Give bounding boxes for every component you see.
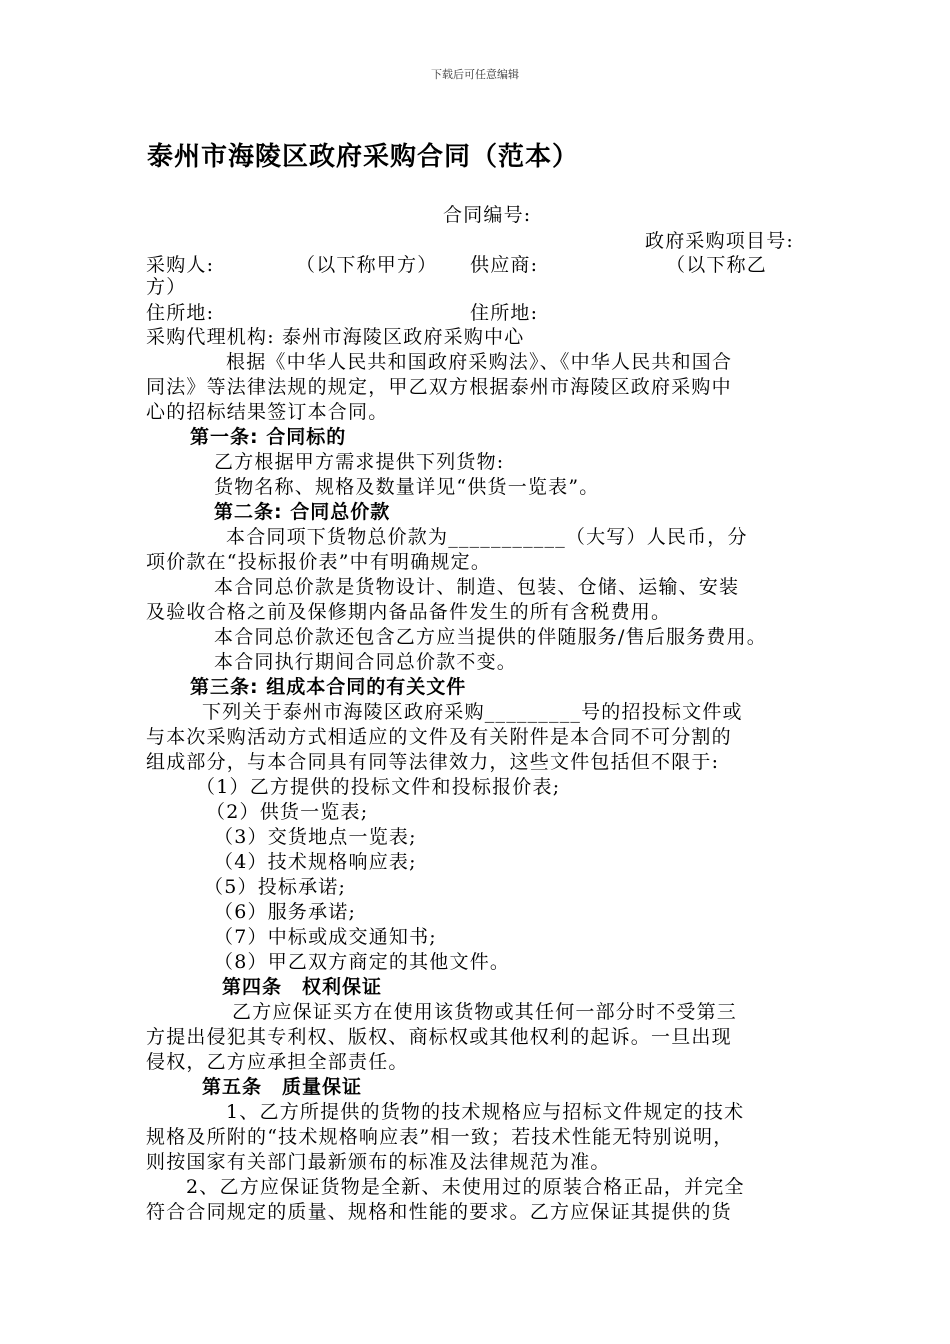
buyer-address-label: 住所地:: [146, 302, 215, 324]
article2-line: 项价款在“投标报价表”中有明确规定。: [146, 551, 492, 573]
article3-item: （6）服务承诺;: [214, 901, 357, 923]
article2-heading: 第二条: 合同总价款: [214, 501, 391, 523]
article5-line: 符合合同规定的质量、规格和性能的要求。乙方应保证其提供的货: [146, 1201, 732, 1223]
agency-line: 采购代理机构: 泰州市海陵区政府采购中心: [146, 326, 525, 348]
supplier-label: 供应商:: [470, 254, 539, 276]
article3-item: （3）交货地点一览表;: [214, 826, 417, 848]
intro-line: 心的招标结果签订本合同。: [146, 401, 389, 423]
header-note: 下载后可任意编辑: [431, 68, 519, 81]
article3-heading: 第三条: 组成本合同的有关文件: [190, 676, 467, 698]
article3-item: （4）技术规格响应表;: [214, 851, 417, 873]
intro-line: 根据《中华人民共和国政府采购法》、《中华人民共和国合: [226, 351, 733, 373]
article4-line: 侵权，乙方应承担全部责任。: [146, 1051, 409, 1073]
article3-line: 与本次采购活动方式相适应的文件及有关附件是本合同不可分割的: [146, 726, 732, 748]
article5-line: 2、乙方应保证货物是全新、未使用过的原装合格正品，并完全: [186, 1176, 745, 1198]
article2-line: 本合同执行期间合同总价款不变。: [214, 651, 518, 673]
contract-number-label: 合同编号:: [443, 204, 532, 226]
article3-item: （8）甲乙双方商定的其他文件。: [214, 951, 511, 973]
article3-item: （2）供货一览表;: [206, 801, 369, 823]
article1-line: 乙方根据甲方需求提供下列货物:: [214, 451, 505, 473]
article3-item: （5）投标承诺;: [204, 876, 347, 898]
article3-line: 下列关于泰州市海陵区政府采购_________号的招投标文件或: [202, 701, 743, 723]
article5-heading: 第五条 质量保证: [202, 1076, 363, 1098]
article2-line: 及验收合格之前及保修期内备品备件发生的所有含税费用。: [146, 601, 672, 623]
article4-line: 方提出侵犯其专利权、版权、商标权或其他权利的起诉。一旦出现: [146, 1026, 732, 1048]
intro-line: 同法》等法律法规的规定，甲乙双方根据泰州市海陵区政府采购中: [146, 376, 732, 398]
supplier-alias-tail: 方）: [146, 276, 187, 298]
project-number-label: 政府采购项目号:: [645, 230, 795, 252]
supplier-alias: （以下称乙: [666, 254, 768, 276]
article2-line: 本合同项下货物总价款为___________（大写）人民币，分: [226, 526, 748, 548]
article3-line: 组成部分，与本合同具有同等法律效力，这些文件包括但不限于:: [146, 751, 720, 773]
article1-heading: 第一条: 合同标的: [190, 426, 347, 448]
article5-line: 1、乙方所提供的货物的技术规格应与招标文件规定的技术: [226, 1101, 745, 1123]
document-title: 泰州市海陵区政府采购合同（范本）: [147, 142, 580, 172]
article1-line: 货物名称、规格及数量详见“供货一览表”。: [214, 476, 600, 498]
supplier-address-label: 住所地:: [470, 302, 539, 324]
buyer-alias: （以下称甲方）: [296, 254, 438, 276]
buyer-label: 采购人:: [146, 254, 215, 276]
article2-line: 本合同总价款是货物设计、制造、包装、仓储、运输、安装: [214, 576, 740, 598]
article4-line: 乙方应保证买方在使用该货物或其任何一部分时不受第三: [232, 1001, 738, 1023]
article5-line: 则按国家有关部门最新颁布的标准及法律规范为准。: [146, 1151, 611, 1173]
article3-item: （7）中标或成交通知书;: [214, 926, 437, 948]
article2-line: 本合同总价款还包含乙方应当提供的伴随服务/售后服务费用。: [214, 626, 768, 648]
article5-line: 规格及所附的“技术规格响应表”相一致；若技术性能无特别说明，: [146, 1126, 734, 1148]
article4-heading: 第四条 权利保证: [222, 976, 383, 998]
article3-item: （1）乙方提供的投标文件和投标报价表;: [196, 776, 561, 798]
